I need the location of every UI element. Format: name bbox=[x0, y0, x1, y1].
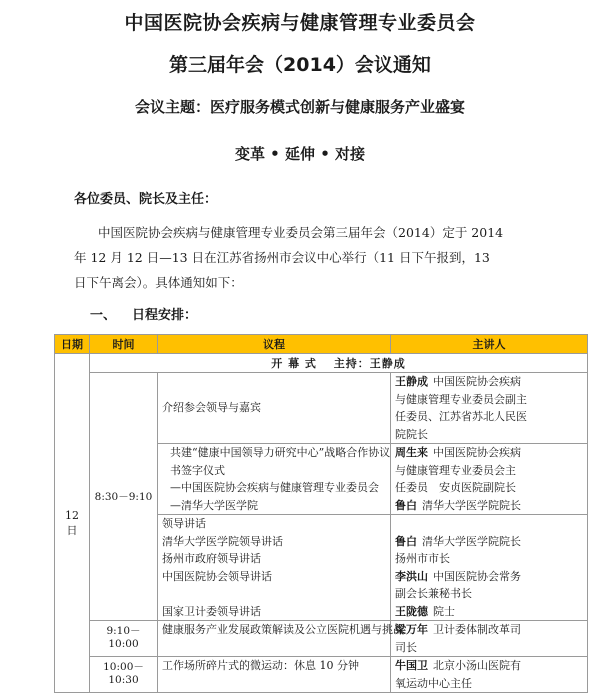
greeting: 各位委员、院长及主任： bbox=[74, 192, 218, 207]
opening-row bbox=[55, 354, 588, 373]
speaker-cell bbox=[391, 515, 588, 621]
speaker-title: 院院长 bbox=[395, 427, 428, 441]
agenda-line: 健康服务产业发展政策解读及公立医院机遇与挑战 bbox=[162, 623, 404, 636]
speaker-name: 王陇德 bbox=[395, 604, 428, 618]
header-time: 时间 bbox=[90, 335, 158, 354]
speaker-title: 院士 bbox=[433, 604, 455, 618]
speaker-title: 司长 bbox=[395, 640, 417, 654]
speaker-name: 鲁白 bbox=[395, 498, 417, 512]
table-row bbox=[55, 373, 588, 444]
agenda-cell bbox=[158, 515, 391, 621]
agenda-line: 领导讲话 bbox=[162, 517, 206, 530]
speaker-cell bbox=[391, 657, 588, 693]
speaker-title: 清华大学医学院院长 bbox=[422, 498, 521, 512]
date-cell: 12 日 bbox=[55, 354, 90, 693]
agenda-line: 介绍参会领导与嘉宾 bbox=[162, 401, 261, 415]
agenda-line: 书签字仪式 bbox=[170, 463, 225, 477]
speaker-cell bbox=[391, 444, 588, 515]
speaker-title: 中国医院协会常务 bbox=[433, 569, 521, 583]
speaker-name: 梁万年 bbox=[395, 623, 428, 636]
speaker-title: 与健康管理专业委员会副主 bbox=[395, 392, 527, 406]
speaker-title: 任委员、江苏省苏北人民医 bbox=[395, 410, 527, 423]
table-row bbox=[55, 657, 588, 693]
agenda-cell bbox=[158, 373, 391, 444]
agenda-line: 国家卫计委领导讲话 bbox=[162, 604, 261, 618]
speaker-title: 副会长兼秘书长 bbox=[395, 587, 472, 600]
agenda-line: 清华大学医学院领导讲话 bbox=[162, 534, 283, 548]
speaker-title: 中国医院协会疾病 bbox=[433, 446, 521, 459]
intro-paragraph-text: 中国医院协会疾病与健康管理专业委员会第三届年会（2014）定于 2014 年 12 月 12 日—13 日在江苏省扬州市会议中心举行（11 日下午报到，13 日下午离会）。具体通知如下： bbox=[74, 225, 504, 290]
speaker-title: 任委员 安贞医院副院长 bbox=[395, 481, 516, 494]
agenda-cell bbox=[158, 621, 404, 657]
speaker-title: 氧运动中心主任 bbox=[395, 676, 472, 690]
speaker-name: 鲁白 bbox=[395, 534, 417, 548]
header-date: 日期 bbox=[55, 335, 90, 354]
speaker-cell bbox=[391, 621, 588, 657]
speaker-title: 与健康管理专业委员会主 bbox=[395, 463, 516, 477]
header-agenda: 议程 bbox=[158, 335, 391, 354]
time-cell: 9:10－10:00 bbox=[90, 621, 158, 657]
speaker-cell bbox=[391, 373, 588, 444]
meeting-theme: 会议主题：医疗服务模式创新与健康服务产业盛宴 bbox=[134, 98, 465, 116]
table-header-row bbox=[55, 335, 588, 354]
speaker-title: 清华大学医学院院长 bbox=[422, 534, 521, 548]
agenda-line: —中国医院协会疾病与健康管理专业委员会 bbox=[170, 481, 379, 494]
agenda-cell bbox=[158, 444, 391, 515]
table-row bbox=[55, 621, 588, 657]
speaker-title: 扬州市市长 bbox=[395, 552, 450, 565]
title-line-1: 中国医院协会疾病与健康管理专业委员会 bbox=[124, 12, 476, 34]
agenda-line: 扬州市政府领导讲话 bbox=[162, 552, 261, 565]
opening-ceremony: 开 幕 式 主持：王静成 bbox=[90, 354, 588, 373]
section-number: 一、 bbox=[90, 308, 117, 323]
section-title: 日程安排： bbox=[132, 308, 198, 323]
agenda-line: 共建“健康中国领导力研究中心”战略合作协议 bbox=[170, 446, 391, 459]
header-speaker: 主讲人 bbox=[391, 335, 588, 354]
speaker-name: 周生来 bbox=[395, 446, 428, 459]
speaker-title: 中国医院协会疾病 bbox=[433, 375, 521, 388]
speaker-name: 牛国卫 bbox=[395, 659, 428, 672]
speaker-name: 李洪山 bbox=[395, 569, 428, 583]
section-heading bbox=[90, 304, 197, 323]
agenda-cell bbox=[158, 657, 391, 693]
intro-paragraph bbox=[74, 220, 504, 295]
schedule-table bbox=[54, 334, 588, 693]
agenda-line: —清华大学医学院 bbox=[170, 498, 258, 512]
speaker-title: 卫计委体制改革司 bbox=[433, 623, 521, 636]
agenda-line: 中国医院协会领导讲话 bbox=[162, 569, 272, 583]
time-cell: 8:30－9:10 bbox=[90, 373, 158, 621]
speaker-name: 王静成 bbox=[395, 375, 428, 388]
time-cell: 10:00－10:30 bbox=[90, 657, 158, 693]
slogan: 变革 • 延伸 • 对接 bbox=[234, 145, 366, 163]
title-line-2: 第三届年会（2014）会议通知 bbox=[169, 54, 431, 76]
agenda-line: 工作场所碎片式的微运动：休息 10 分钟 bbox=[162, 659, 359, 672]
speaker-title: 北京小汤山医院有 bbox=[433, 659, 521, 672]
